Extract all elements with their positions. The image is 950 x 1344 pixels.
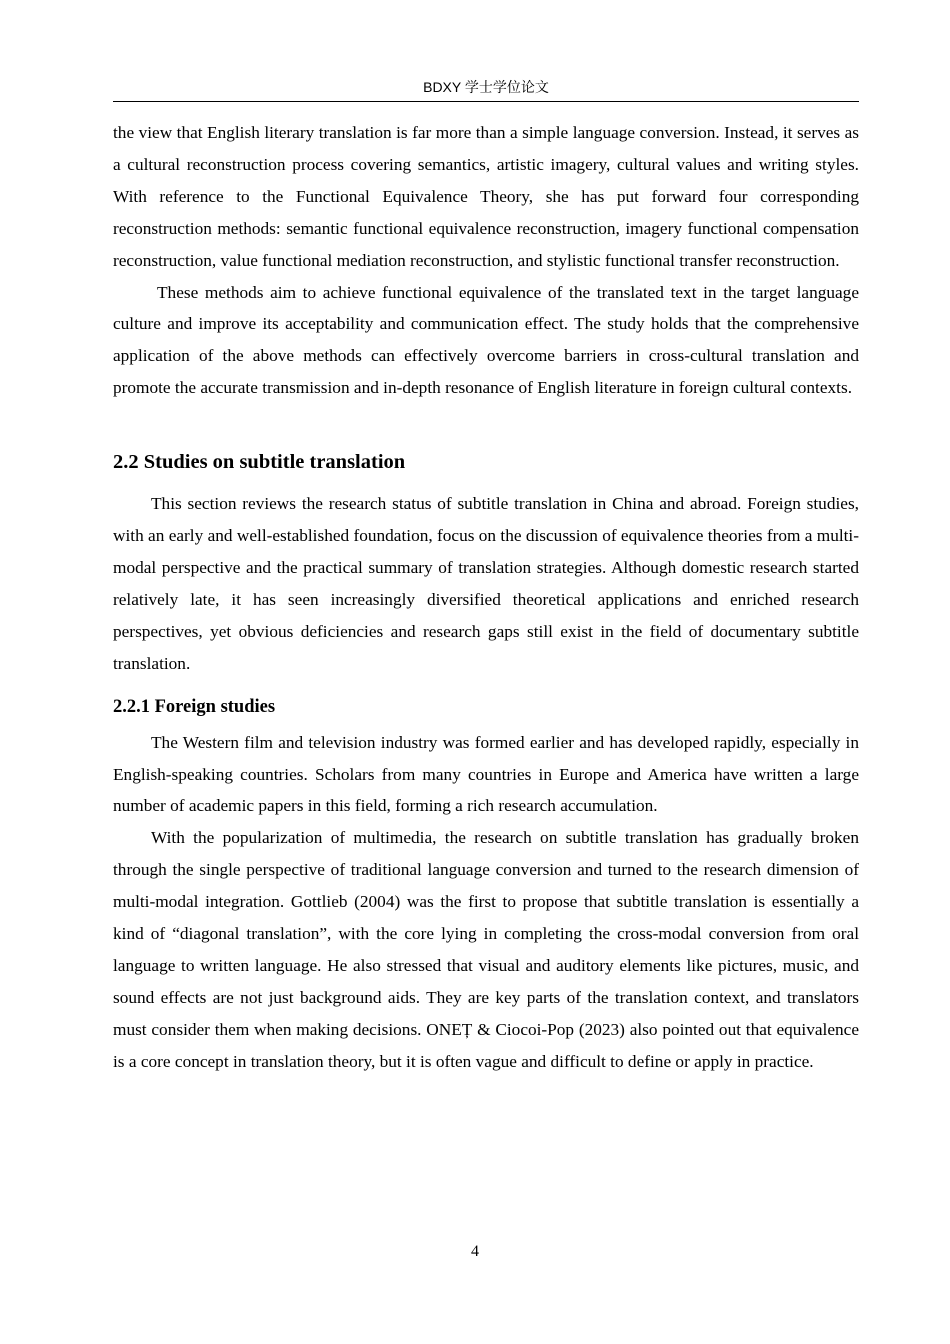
paragraph-western-industry: The Western film and television industry was formed earlier and has developed rapidly, especially in English-speaking countries. Scholars from many countries in Europe and America have written a large number of academic papers in this field, forming a rich research accumulation.: [113, 732, 859, 816]
subsection-heading-2-2-1: 2.2.1 Foreign studies: [113, 696, 276, 717]
header-title: BDXY 学士学位论文: [423, 79, 549, 95]
page-number: 4: [471, 1243, 479, 1260]
document-body: [113, 117, 859, 1078]
paragraph-section-overview: This section reviews the research status of subtitle translation in China and abroad. Foreign studies, with an early and well-established foundation, focus on the discussion of equivalence theories from a multi-modal perspective and the practical summary of translation strategies. Although domestic research started relatively late, it has seen increasingly diversified theoretical applications and enriched research perspectives, yet obvious deficiencies and research gaps still exist in the field of documentary subtitle translation.: [113, 494, 859, 673]
section-heading-2-2: 2.2 Studies on subtitle translation: [113, 451, 406, 474]
paragraph-continuation: the view that English literary translation is far more than a simple language conversion. Instead, it serves as a cultural reconstruction process covering semantics, artistic imagery, cultural values and writing styles. With reference to the Functional Equivalence Theory, she has put forward four corresponding reconstruction methods: semantic functional equivalence reconstruction, imagery functional compensation reconstruction, value functional mediation reconstruction, and stylistic functional transfer reconstruction.: [113, 123, 859, 270]
paragraph-methods: These methods aim to achieve functional equivalence of the translated text in the target language culture and improve its acceptability and communication effect. The study holds that the comprehensive application of the above methods can effectively overcome barriers in cross-cultural translation and promote the accurate transmission and in-depth resonance of English literature in foreign cultural contexts.: [113, 282, 859, 398]
page-header: [113, 76, 859, 102]
paragraph-multimedia: With the popularization of multimedia, the research on subtitle translation has gradually broken through the single perspective of traditional language conversion and turned to the research dimension of multi-modal integration. Gottlieb (2004) was the first to propose that subtitle translation is essentially a kind of “diagonal translation”, with the core lying in completing the cross-modal conversion from oral language to written language. He also stressed that visual and auditory elements like pictures, music, and sound effects are not just background aids. They are key parts of the translation context, and translators must consider them when making decisions. ONEȚ & Ciocoi-Pop (2023) also pointed out that equivalence is a core concept in translation theory, but it is often vague and difficult to define or apply in practice.: [113, 828, 859, 1071]
